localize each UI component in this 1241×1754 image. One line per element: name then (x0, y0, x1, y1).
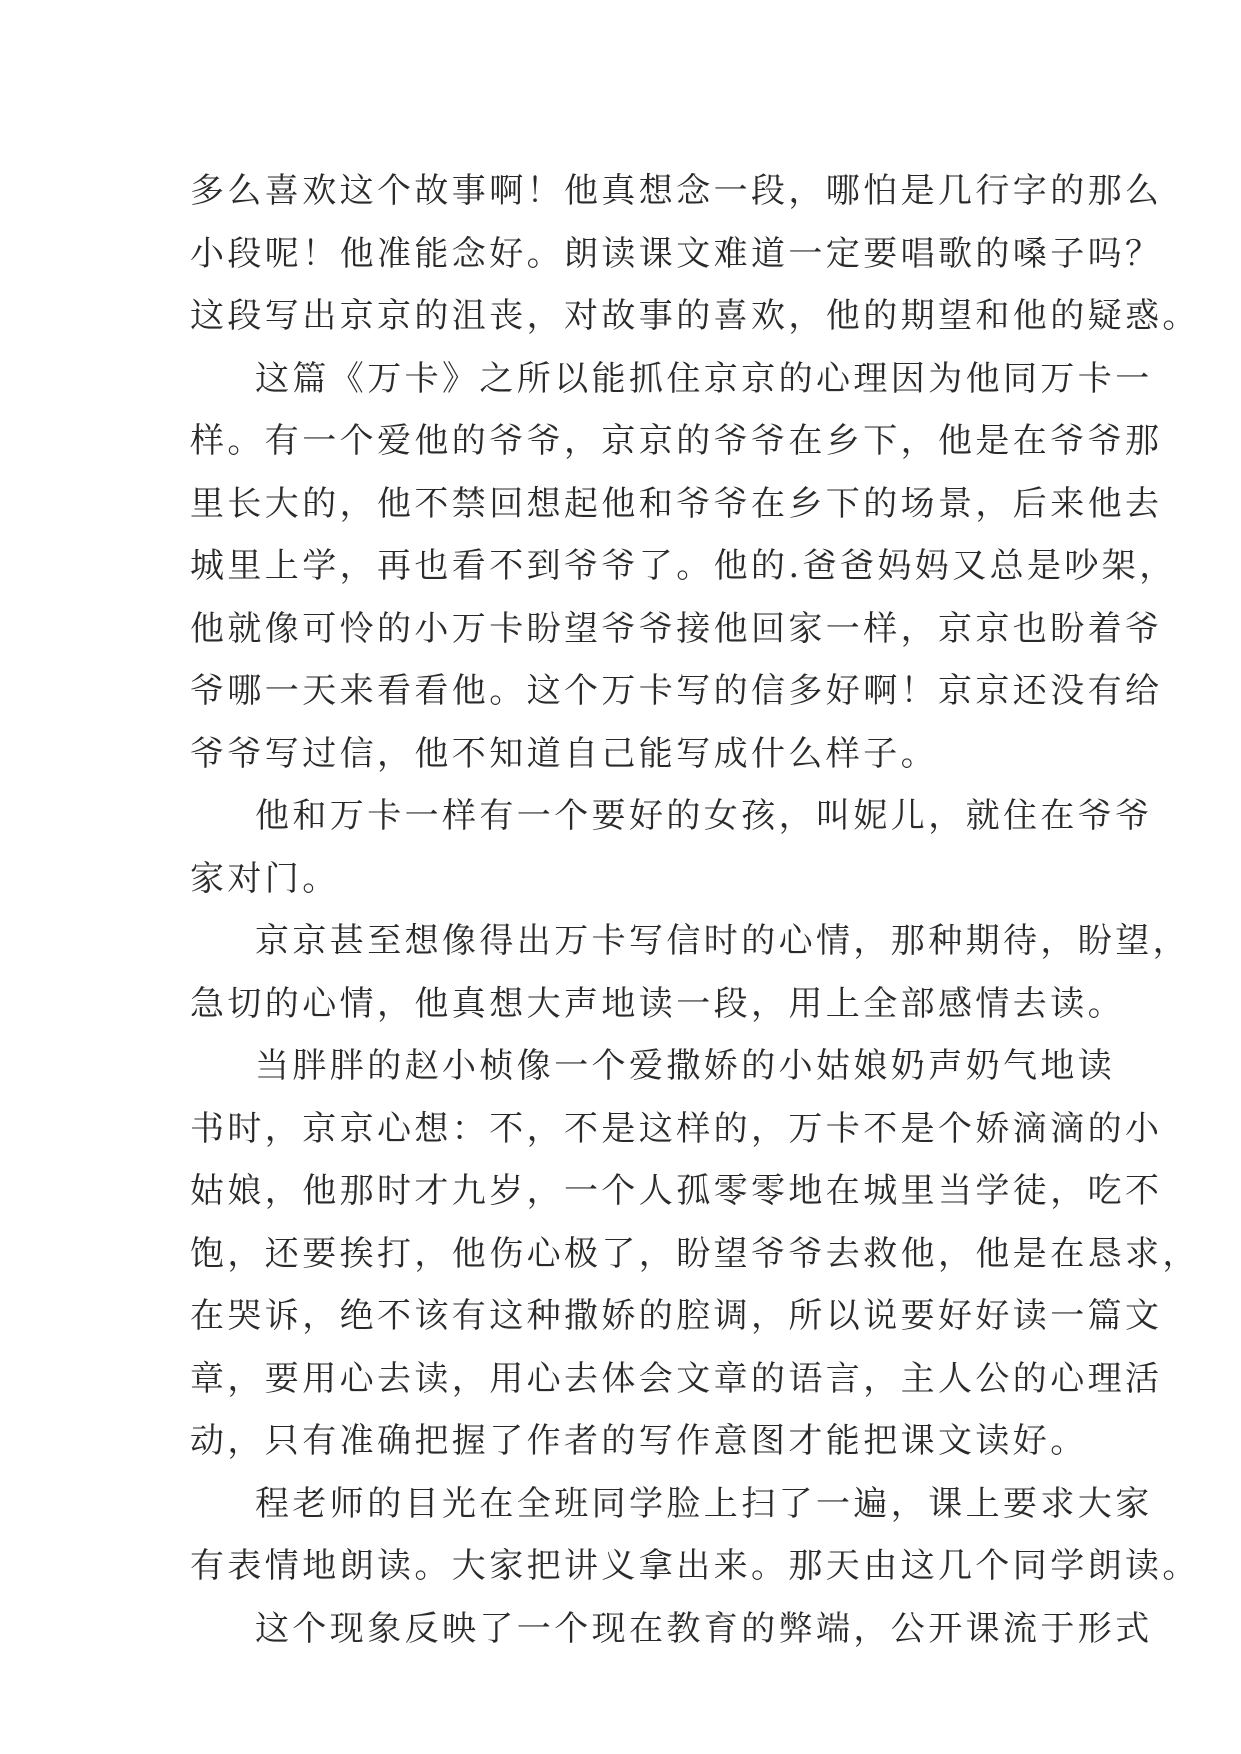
text-line: 在哭诉，绝不该有这种撒娇的腔调，所以说要好好读一篇文 (190, 1296, 1163, 1336)
text-line: 爷爷写过信，他不知道自己能写成什么样子。 (190, 733, 938, 774)
text-line: 家对门。 (190, 858, 340, 899)
text-line: 姑娘，他那时才九岁，一个人孤零零地在城里当学徒，吃不 (190, 1171, 1163, 1211)
text-line: 急切的心情，他真想大声地读一段，用上全部感情去读。 (190, 983, 1125, 1024)
text-line: 动，只有准确把握了作者的写作意图才能把课文读好。 (190, 1421, 1088, 1461)
text-line: 这篇《万卡》之所以能抓住京京的心理因为他同万卡一 (255, 358, 1153, 399)
text-line: 有表情地朗读。大家把讲义拿出来。那天由这几个同学朗读。 (190, 1546, 1200, 1586)
text-line: 京京甚至想像得出万卡写信时的心情，那种期待，盼望， (255, 921, 1190, 961)
text-line: 这段写出京京的沮丧，对故事的喜欢，他的期望和他的疑惑。 (190, 296, 1200, 336)
text-line: 他和万卡一样有一个要好的女孩，叫妮儿，就住在爷爷 (255, 796, 1153, 836)
text-line: 城里上学，再也看不到爷爷了。他的.爸爸妈妈又总是吵架， (190, 546, 1177, 586)
text-line: 多么喜欢这个故事啊！他真想念一段，哪怕是几行字的那么 (190, 171, 1163, 211)
text-line: 程老师的目光在全班同学脸上扫了一遍，课上要求大家 (255, 1483, 1153, 1524)
text-line: 章，要用心去读，用心去体会文章的语言，主人公的心理活 (190, 1358, 1163, 1399)
text-line: 爷哪一天来看看他。这个万卡写的信多好啊！京京还没有给 (190, 671, 1163, 711)
text-line: 他就像可怜的小万卡盼望爷爷接他回家一样，京京也盼着爷 (190, 608, 1163, 649)
text-line: 里长大的，他不禁回想起他和爷爷在乡下的场景，后来他去 (190, 483, 1163, 524)
text-line: 当胖胖的赵小桢像一个爱撒娇的小姑娘奶声奶气地读 (255, 1046, 1116, 1086)
text-line: 书时，京京心想：不，不是这样的，万卡不是个娇滴滴的小 (190, 1108, 1163, 1149)
text-line: 小段呢！他准能念好。朗读课文难道一定要唱歌的嗓子吗？ (190, 233, 1163, 274)
text-line: 饱，还要挨打，他伤心极了，盼望爷爷去救他，他是在恳求， (190, 1233, 1200, 1274)
text-line: 样。有一个爱他的爷爷，京京的爷爷在乡下，他是在爷爷那 (190, 421, 1163, 461)
text-line: 这个现象反映了一个现在教育的弊端，公开课流于形式 (255, 1608, 1153, 1649)
body-text (190, 160, 1200, 1660)
